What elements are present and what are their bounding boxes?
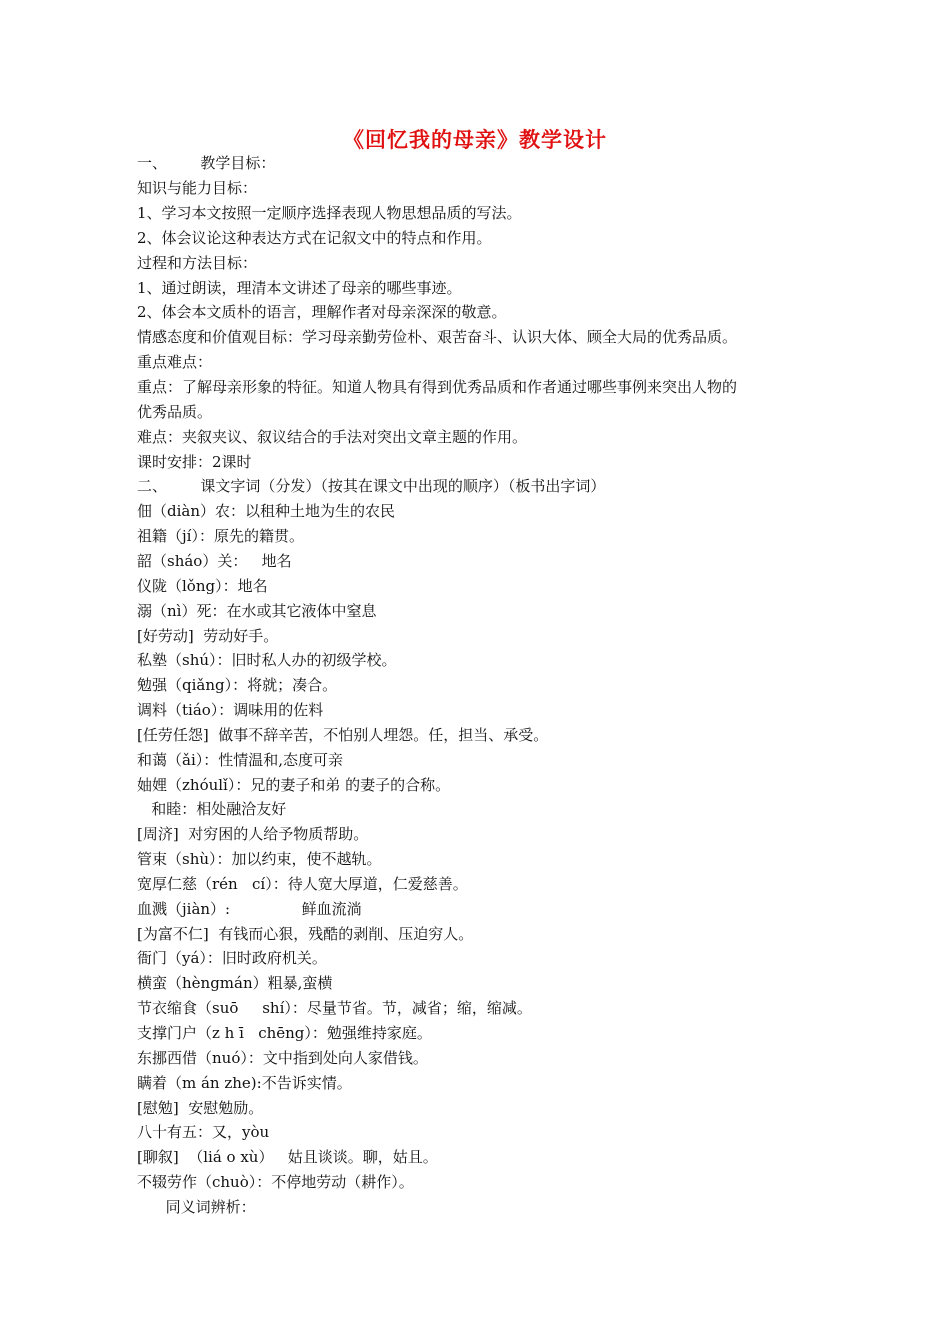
text-line: 2、体会本文质朴的语言，理解作者对母亲深深的敬意。	[137, 303, 507, 321]
text-line: 八十有五：又，yòu	[137, 1123, 270, 1141]
text-line: 1、学习本文按照一定顺序选择表现人物思想品质的写法。	[137, 204, 522, 222]
text-line: 调料（tiáo）：调味用的佐料	[137, 701, 324, 719]
text-line: 重点难点：	[137, 353, 213, 371]
text-line: 2、体会议论这种表达方式在记叙文中的特点和作用。	[137, 229, 492, 247]
text-line: 管束（shù）：加以约束，使不越轨。	[137, 850, 382, 868]
text-line: 和蔼（ǎi）：性情温和,态度可亲	[137, 751, 344, 769]
text-line: 妯娌（zhóulǐ）：兄的妻子和弟 的妻子的合称。	[137, 776, 451, 794]
text-line: 同义词辨析：	[137, 1198, 256, 1216]
text-line: 横蛮（hèngmán）粗暴,蛮横	[137, 974, 333, 992]
text-line: 佃（diàn）农：以租种土地为生的农民	[137, 502, 396, 520]
text-line: 过程和方法目标：	[137, 254, 258, 272]
text-line: 二、 课文字词（分发）（按其在课文中出现的顺序）（板书出字词）	[137, 477, 606, 495]
text-line: 衙门（yá）：旧时政府机关。	[137, 949, 327, 967]
text-line: 支撑门户（z h ī chēng）：勉强维持家庭。	[137, 1024, 432, 1042]
text-line: 难点：夹叙夹议、叙议结合的手法对突出文章主题的作用。	[137, 428, 528, 446]
text-line: 私塾（shú）：旧时私人办的初级学校。	[137, 651, 397, 669]
text-line: 课时安排：2课时	[137, 453, 252, 471]
text-line: 溺（nì）死：在水或其它液体中窒息	[137, 602, 377, 620]
text-line: 不辍劳作（chuò）：不停地劳动（耕作）。	[137, 1173, 414, 1191]
text-line: 和睦：相处融洽友好	[137, 800, 287, 818]
text-line: 勉强（qiǎng）：将就；凑合。	[137, 676, 338, 694]
text-line: 知识与能力目标：	[137, 179, 258, 197]
text-line: 韶（sháo）关： 地名	[137, 552, 292, 570]
text-line: [任劳任怨] 做事不辞辛苦，不怕别人埋怨。任，担当、承受。	[137, 726, 549, 744]
text-line: [好劳动] 劳动好手。	[137, 627, 279, 645]
text-line: 宽厚仁慈（rén cí）：待人宽大厚道，仁爱慈善。	[137, 875, 468, 893]
text-line: [聊叙] （liá o xù） 姑且谈谈。聊，姑且。	[137, 1148, 438, 1166]
document-title: 《回忆我的母亲》教学设计	[343, 128, 607, 152]
text-line: 重点：了解母亲形象的特征。知道人物具有得到优秀品质和作者通过哪些事例来突出人物的	[137, 378, 738, 396]
text-line: 东挪西借（nuó）：文中指到处向人家借钱。	[137, 1049, 428, 1067]
text-line: [慰勉] 安慰勉励。	[137, 1099, 264, 1117]
text-line: 祖籍（jí）：原先的籍贯。	[137, 527, 304, 545]
text-line: 1、通过朗读，理清本文讲述了母亲的哪些事迹。	[137, 279, 462, 297]
text-line: 瞒着（m án zhe):不告诉实情。	[137, 1074, 352, 1092]
text-line: 一、 教学目标：	[137, 154, 276, 172]
text-line: [为富不仁] 有钱而心狠，残酷的剥削、压迫穷人。	[137, 925, 474, 943]
text-line: 仪陇（lǒng）：地名	[137, 577, 268, 595]
text-line: [周济] 对穷困的人给予物质帮助。	[137, 825, 369, 843]
text-line: 节衣缩食（suō shí）：尽量节省。节，减省；缩，缩减。	[137, 999, 532, 1017]
text-line: 情感态度和价值观目标：学习母亲勤劳俭朴、艰苦奋斗、认识大体、顾全大局的优秀品质。	[137, 328, 738, 346]
text-line: 血溅（jiàn）: 鲜血流淌	[137, 900, 362, 918]
text-line: 优秀品质。	[137, 403, 213, 421]
